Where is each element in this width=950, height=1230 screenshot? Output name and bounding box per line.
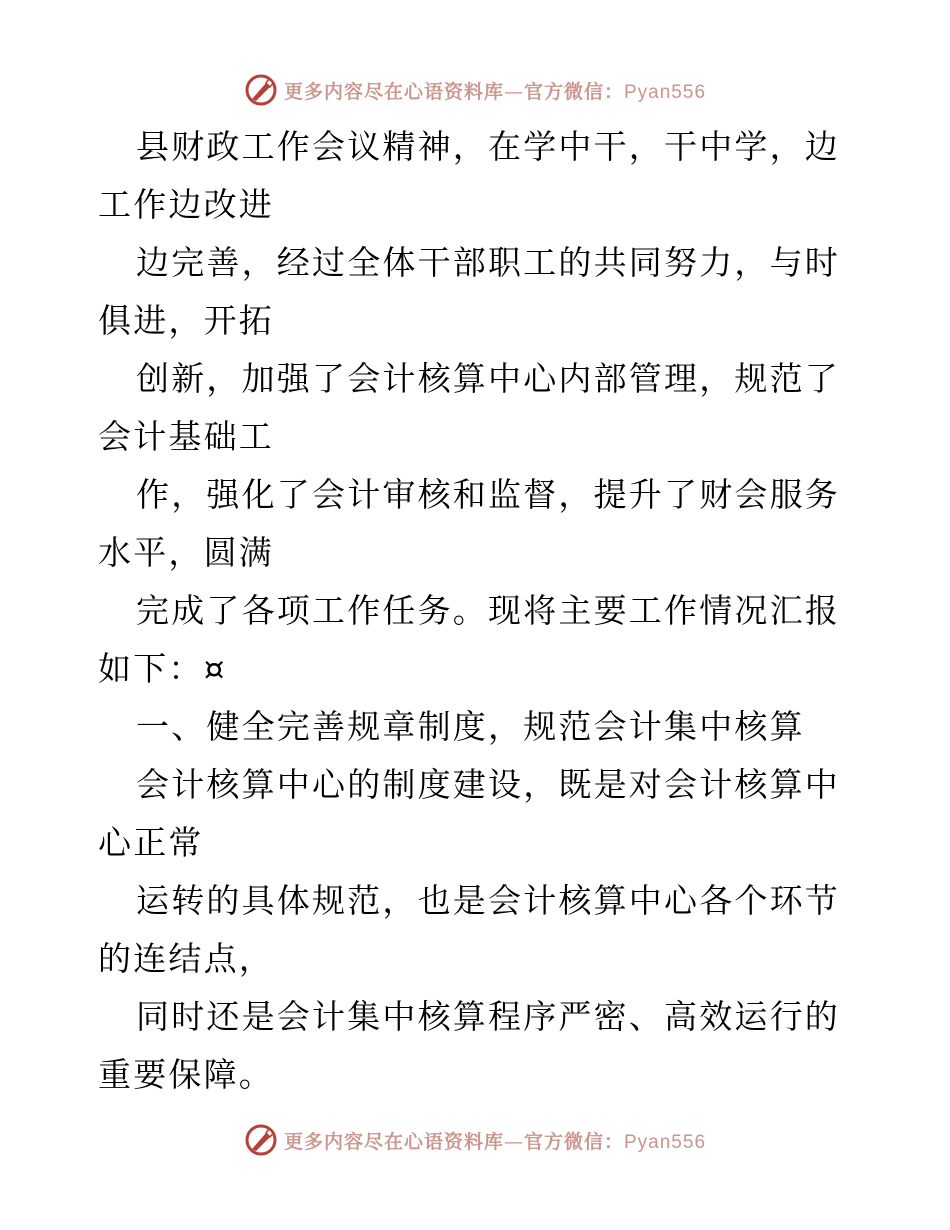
watermark-text: 更多内容尽在心语资料库—官方微信：Pyan556 [283,80,707,103]
document-body [98,118,858,1104]
section-heading: 一、健全完善规章制度，规范会计集中核算 [136,707,805,746]
paragraph: 创新，加强了会计核算中心内部管理，规范了会计基础工 [98,359,840,456]
paragraph: 县财政工作会议精神，在学中干，干中学，边工作边改进 [98,127,840,224]
paragraph: 作，强化了会计审核和监督，提升了财会服务水平，圆满 [98,475,840,572]
pen-logo-icon [244,73,278,107]
pen-logo-icon [244,1123,278,1157]
watermark-text: 更多内容尽在心语资料库—官方微信：Pyan556 [283,1130,707,1153]
paragraph: 运转的具体规范，也是会计核算中心各个环节的连结点， [98,881,840,978]
paragraph: 完成了各项工作任务。现将主要工作情况汇报如下：¤ [98,591,840,688]
paragraph: 会计核算中心的制度建设，既是对会计核算中心正常 [98,765,840,862]
header-watermark [0,70,950,110]
footer-watermark [0,1120,950,1160]
paragraph: 同时还是会计集中核算程序严密、高效运行的重要保障。 [98,997,840,1094]
paragraph: 边完善，经过全体干部职工的共同努力，与时俱进，开拓 [98,243,840,340]
